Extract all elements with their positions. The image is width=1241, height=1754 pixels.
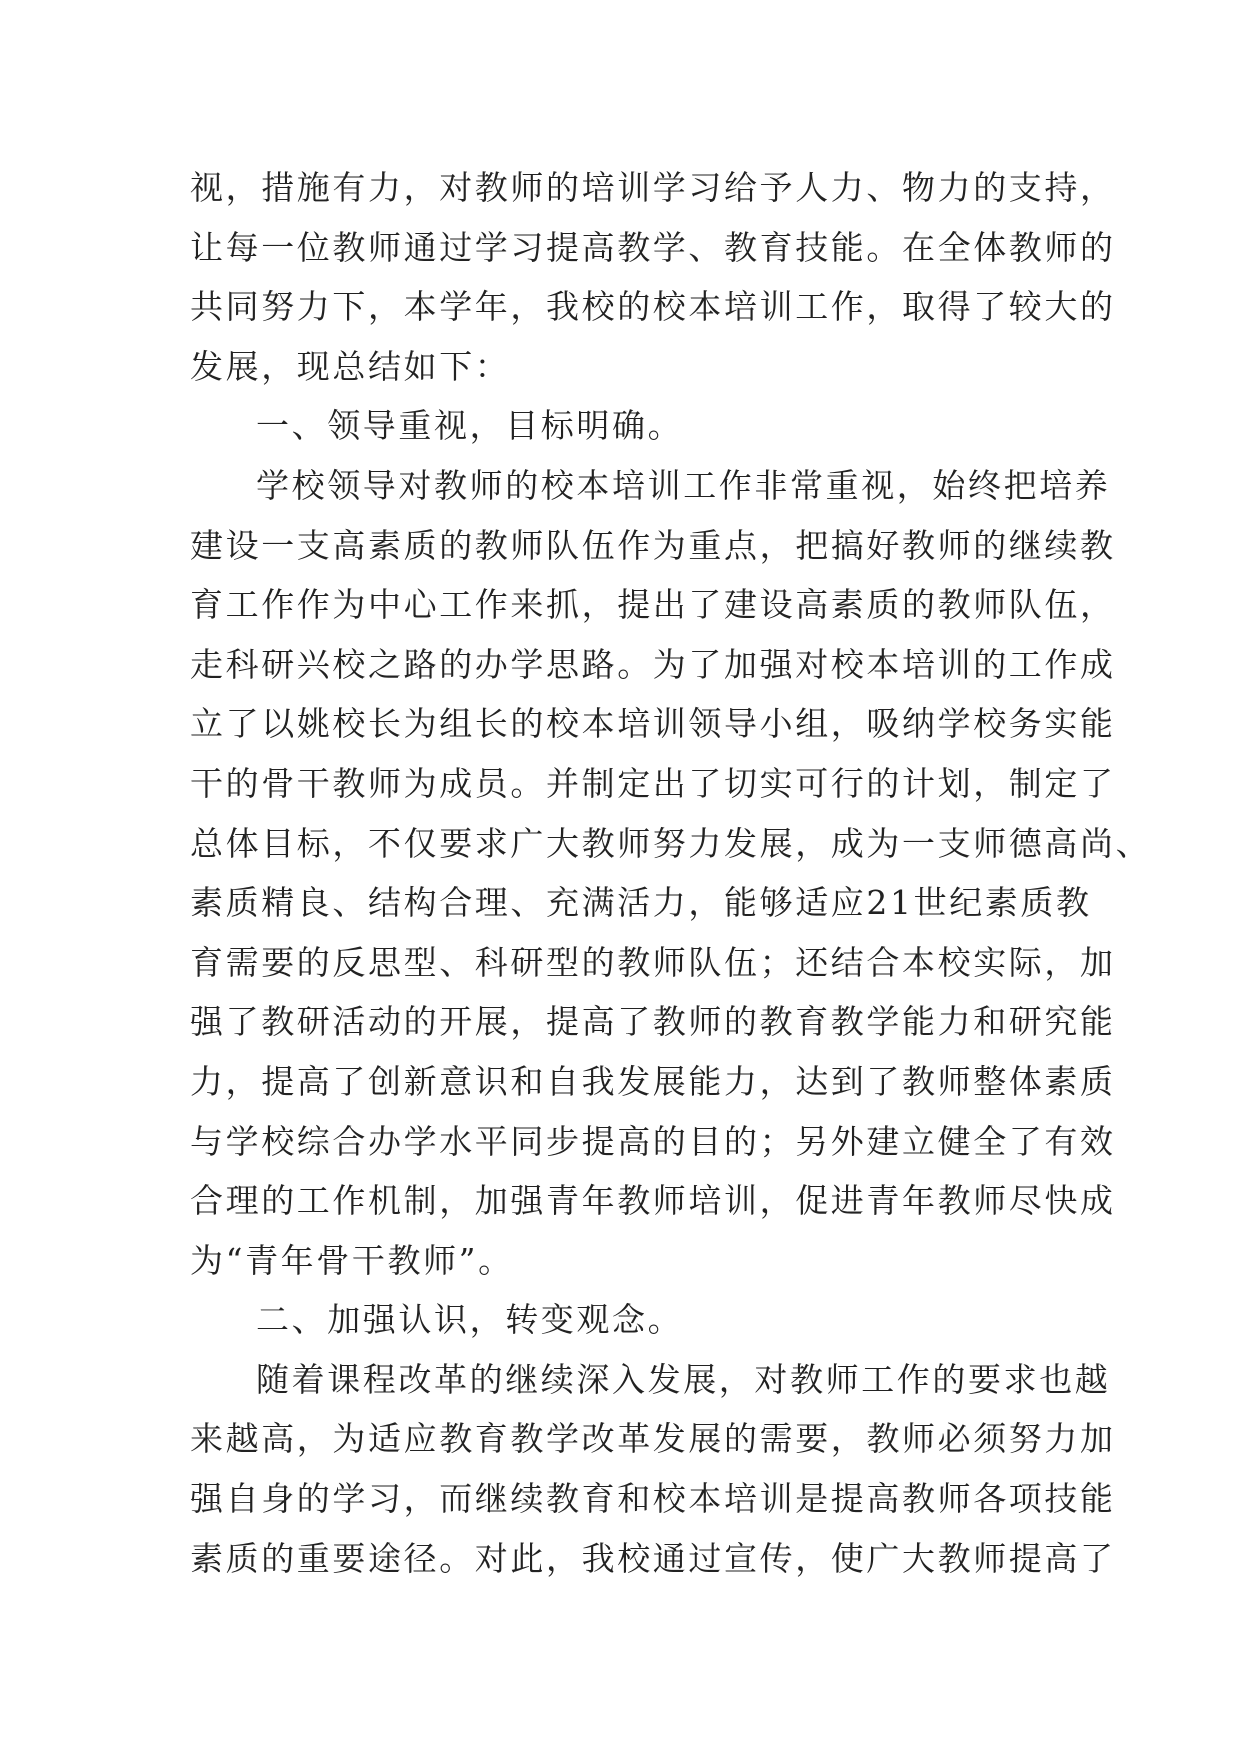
text-line: 素质精良、结构合理、充满活力，能够适应21世纪素质教 (190, 883, 1092, 923)
text-line: 视，措施有力，对教师的培训学习给予人力、物力的支持， (190, 168, 1116, 207)
text-line: 与学校综合办学水平同步提高的目的；另外建立健全了有效 (190, 1121, 1116, 1161)
text-line: 来越高，为适应教育教学改革发展的需要，教师必须努力加 (190, 1419, 1116, 1459)
text-line: 立了以姚校长为组长的校本培训领导小组，吸纳学校务实能 (190, 704, 1116, 744)
text-line: 学校领导对教师的校本培训工作非常重视，始终把培养 (256, 465, 1111, 505)
text-line: 共同努力下，本学年，我校的校本培训工作，取得了较大的 (190, 287, 1116, 327)
text-line: 强了教研活动的开展，提高了教师的教育教学能力和研究能 (190, 1002, 1116, 1042)
text-line: 强自身的学习，而继续教育和校本培训是提高教师各项技能 (190, 1479, 1116, 1519)
text-line: 干的骨干教师为成员。并制定出了切实可行的计划，制定了 (190, 763, 1116, 803)
text-line: 素质的重要途径。对此，我校通过宣传，使广大教师提高了 (190, 1538, 1116, 1578)
text-line: 让每一位教师通过学习提高教学、教育技能。在全体教师的 (190, 227, 1116, 267)
text-line: 走科研兴校之路的办学思路。为了加强对校本培训的工作成 (190, 644, 1116, 684)
text-line: 育工作作为中心工作来抓，提出了建设高素质的教师队伍， (190, 585, 1116, 625)
text-line: 育需要的反思型、科研型的教师队伍；还结合本校实际，加 (190, 942, 1116, 982)
text-line: 力，提高了创新意识和自我发展能力，达到了教师整体素质 (190, 1061, 1116, 1101)
text-line: 为“青年骨干教师”。 (190, 1240, 514, 1280)
text-line: 建设一支高素质的教师队伍作为重点，把搞好教师的继续教 (190, 525, 1116, 565)
text-line: 合理的工作机制，加强青年教师培训，促进青年教师尽快成 (190, 1181, 1116, 1221)
text-line: 发展，现总结如下： (190, 346, 511, 386)
body-text (190, 158, 1152, 1588)
section-heading-2: 二、加强认识，转变观念。 (256, 1300, 684, 1340)
text-line: 随着课程改革的继续深入发展，对教师工作的要求也越 (256, 1359, 1111, 1399)
section-heading-1: 一、领导重视，目标明确。 (256, 406, 684, 446)
text-line: 总体目标，不仅要求广大教师努力发展，成为一支师德高尚、 (190, 823, 1152, 863)
